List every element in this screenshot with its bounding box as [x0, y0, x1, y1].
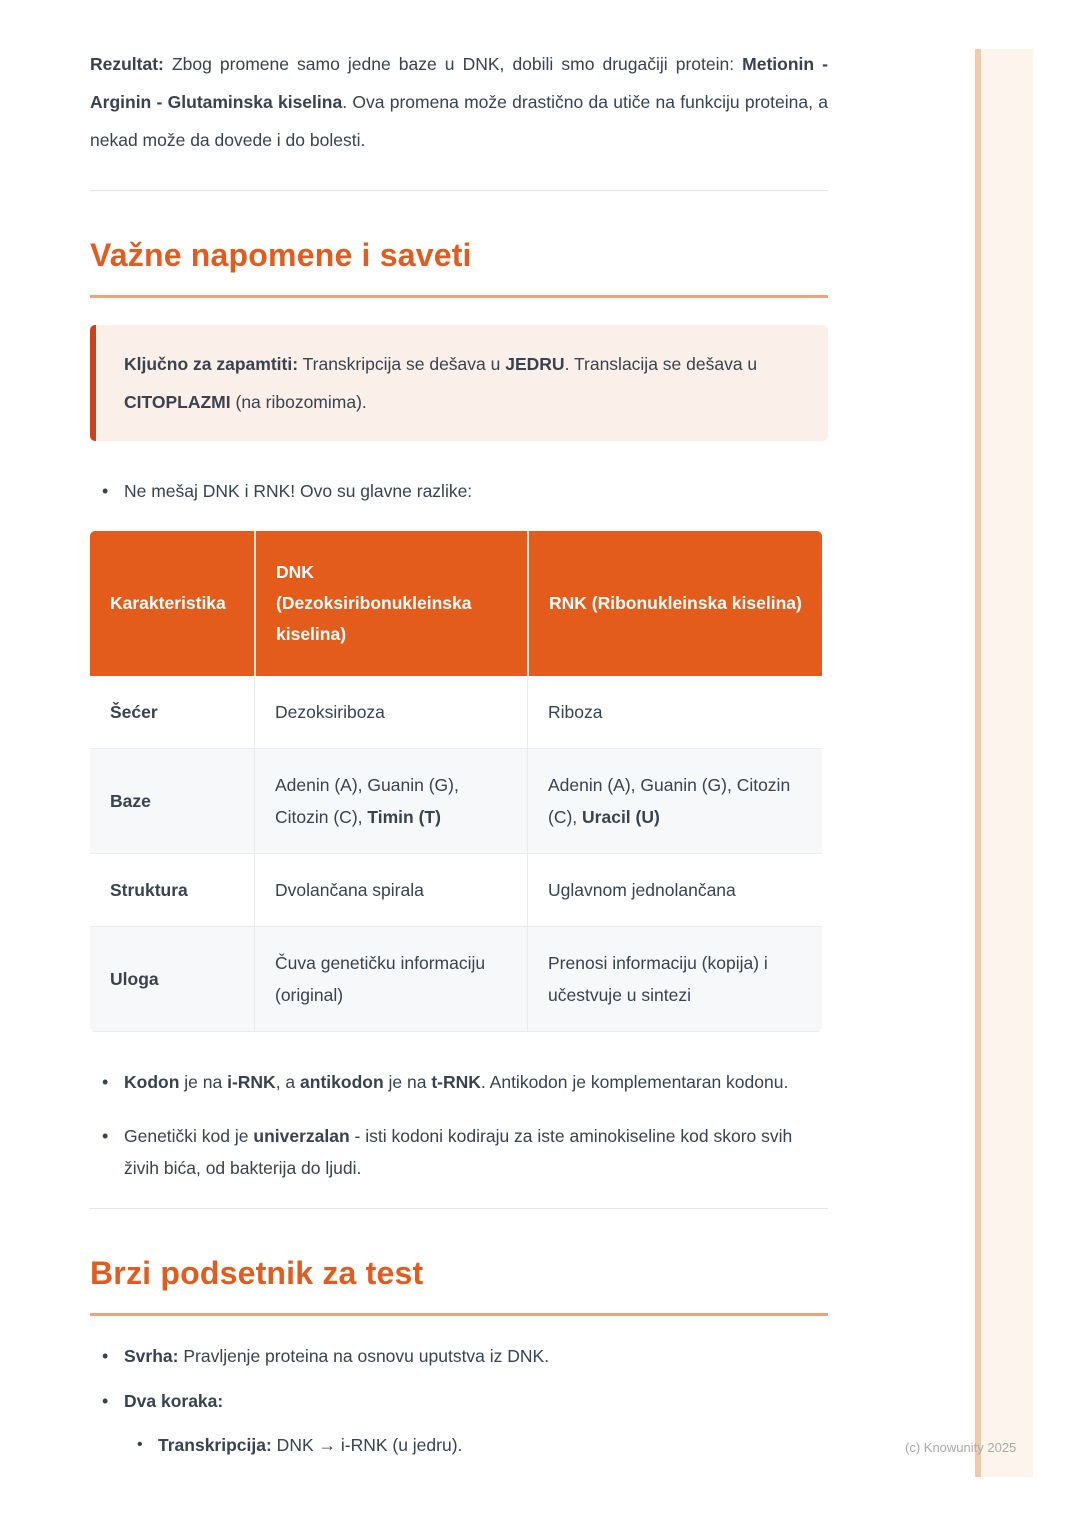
list-item-svrha: • Svrha: Pravljenje proteina na osnovu uputstva iz DNK. — [90, 1340, 828, 1372]
copyright-watermark: (c) Knowunity 2025 — [905, 1440, 1017, 1455]
row-label-secer: Šećer — [90, 676, 254, 749]
cell-rnk-uloga: Prenosi informaciju (kopija) i učestvuje u sintezi — [527, 927, 822, 1032]
table-row — [90, 749, 822, 854]
dnk-rnk-comparison-table — [90, 531, 822, 1032]
list-item-dva-koraka — [90, 1385, 828, 1461]
title-underline — [90, 295, 828, 298]
section-title-vazne-napomene: Važne napomene i saveti — [90, 237, 472, 273]
row-label-struktura: Struktura — [90, 854, 254, 927]
bullet-list-intro — [90, 475, 828, 507]
row-label-baze: Baze — [90, 749, 254, 854]
list-item-transkripcija: • Transkripcija: DNK → i-RNK (u jedru). — [124, 1429, 828, 1461]
header-cell-karakteristika: Karakteristika — [90, 531, 254, 676]
cell-rnk-baze: Adenin (A), Guanin (G), Citozin (C), Uracil (U) — [527, 749, 822, 854]
dva-koraka-label: Dva koraka: — [124, 1391, 224, 1411]
title-underline — [90, 1313, 828, 1316]
key-note-callout — [90, 325, 828, 441]
cell-dnk-baze: Adenin (A), Guanin (G), Citozin (C), Timin (T) — [254, 749, 527, 854]
cell-dnk-struktura: Dvolančana spirala — [254, 854, 527, 927]
cell-rnk-struktura: Uglavnom jednolančana — [527, 854, 822, 927]
section-divider — [90, 190, 828, 191]
cell-rnk-secer: Riboza — [527, 676, 822, 749]
bullet-list-notes — [90, 1066, 828, 1184]
cell-dnk-secer: Dezoksiriboza — [254, 676, 527, 749]
table-header-row — [90, 531, 822, 676]
table-row — [90, 927, 822, 1032]
result-paragraph: Rezultat: Zbog promene samo jedne baze u DNK, dobili smo drugačiji protein: Metionin - Arginin - Glutaminska kiselina. Ova promena može drastično da utiče na funkciju proteina, a nekad može da dovede i do bolesti. — [90, 54, 828, 150]
section-title-brzi-podsetnik: Brzi podsetnik za test — [90, 1255, 424, 1291]
header-cell-rnk: RNK (Ribonukleinska kiselina) — [527, 531, 822, 676]
cell-dnk-uloga: Čuva genetičku informaciju (original) — [254, 927, 527, 1032]
bullet-list-test — [90, 1340, 828, 1461]
header-cell-dnk: DNK (Dezoksiribonukleinska kiselina) — [254, 531, 527, 676]
list-item: • Ne mešaj DNK i RNK! Ovo su glavne razlike: — [90, 475, 828, 507]
list-item-kodon: • Kodon je na i-RNK, a antikodon je na t-RNK. Antikodon je komplementaran kodonu. — [90, 1066, 828, 1098]
page-content — [90, 0, 828, 1474]
decorative-side-strip — [975, 49, 1033, 1477]
row-label-uloga: Uloga — [90, 927, 254, 1032]
table-row — [90, 676, 822, 749]
key-note-text: Ključno za zapamtiti: Transkripcija se dešava u JEDRU. Translacija se dešava u CITOPLAZMI (na ribozomima). — [124, 354, 758, 412]
section-divider — [90, 1208, 828, 1209]
table-row — [90, 854, 822, 927]
sub-bullet-list — [124, 1429, 828, 1461]
list-item-geneticki-kod: • Genetički kod je univerzalan - isti kodoni kodiraju za iste aminokiseline kod skoro svih živih bića, od bakterija do ljudi. — [90, 1120, 828, 1184]
